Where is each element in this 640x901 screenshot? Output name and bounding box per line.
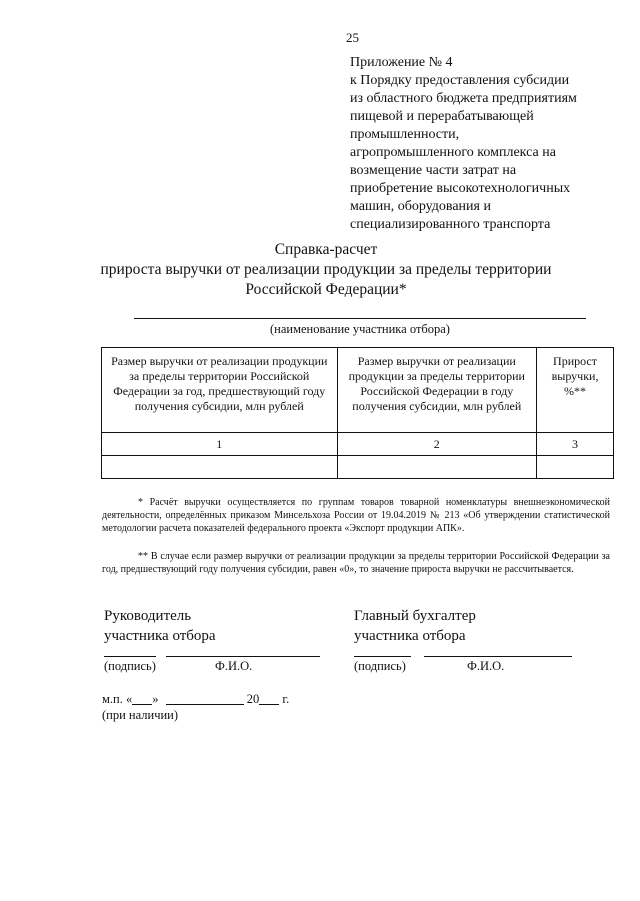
head-name-line: [166, 656, 320, 657]
participant-name-line: [134, 318, 586, 319]
head-title-line-1: Руководитель: [104, 608, 192, 624]
title-line-3: Российской Федерации*: [245, 281, 407, 298]
table-header-cell: Размер выручки от реализации продукции за пределы территории Российской Федерации в году получения субсидии, млн рублей: [337, 348, 537, 433]
head-signature-line: [104, 656, 156, 657]
stamp-date-line: [102, 692, 289, 707]
appendix-header: [350, 54, 620, 234]
accountant-title-line-1: Главный бухгалтер: [354, 608, 476, 624]
appendix-line: машин, оборудования и: [350, 199, 491, 214]
title-line-2: прироста выручки от реализации продукции за пределы территории: [100, 261, 552, 278]
appendix-line: промышленности,: [350, 127, 460, 142]
head-signature-title: [104, 606, 216, 646]
accountant-title-line-2: участника отбора: [354, 628, 466, 644]
appendix-line: к Порядку предоставления субсидии: [350, 73, 570, 88]
table-number-row: [102, 433, 614, 456]
accountant-name-label: Ф.И.О.: [467, 659, 505, 673]
table-header-row: [102, 348, 614, 433]
page-number: 25: [346, 30, 359, 45]
calculation-table: [101, 347, 614, 479]
year-suffix: г.: [282, 692, 290, 706]
appendix-line: агропромышленного комплекса на: [350, 145, 556, 160]
head-title-line-2: участника отбора: [104, 628, 216, 644]
appendix-line: пищевой и перерабатывающей: [350, 109, 534, 124]
appendix-line: возмещение части затрат на: [350, 163, 517, 178]
footnote-1: * Расчёт выручки осуществляется по группам товаров товарной номенклатуры внешнеэкономической деятельности, определённых приказом Минсельхоза России от 19.04.2019 № 213 «Об утверждении статистической методологии расчета показателей федерального проекта «Экспорт продукции АПК».: [102, 497, 610, 534]
year-prefix: 20: [246, 692, 260, 706]
appendix-line: Приложение № 4: [350, 55, 453, 70]
table-data-row: [102, 456, 614, 479]
column-number: 3: [537, 433, 614, 456]
document-title: [100, 240, 552, 300]
head-name-label: Ф.И.О.: [215, 659, 253, 673]
appendix-line: специализированного транспорта: [350, 217, 551, 232]
stamp-prefix: м.п. «: [102, 692, 133, 706]
accountant-signature-line: [354, 656, 411, 657]
appendix-line: из областного бюджета предприятиям: [350, 91, 577, 106]
accountant-name-line: [424, 656, 572, 657]
table-cell[interactable]: [537, 456, 614, 479]
month-blank: [166, 704, 244, 705]
table-header-cell: Прирост выручки, %**: [537, 348, 614, 433]
day-blank: [132, 704, 152, 705]
appendix-line: приобретение высокотехнологичных: [350, 181, 571, 196]
participant-name-caption: (наименование участника отбора): [270, 322, 450, 336]
accountant-sign-label: (подпись): [354, 659, 406, 673]
year-blank: [259, 704, 279, 705]
column-number: 2: [337, 433, 537, 456]
table-cell[interactable]: [102, 456, 338, 479]
accountant-signature-title: [354, 606, 476, 646]
stamp-quote-close: »: [152, 692, 159, 706]
footnote-2: ** В случае если размер выручки от реализации продукции за пределы территории Российской Федерации за год, предшествующий году получения субсидии, равен «0», то значение прироста выручки не рассчитывается.: [102, 551, 610, 575]
table-cell[interactable]: [337, 456, 537, 479]
table-header-cell: Размер выручки от реализации продукции за пределы территории Российской Федерации за год, предшествующий году получения субсидии, млн рублей: [102, 348, 338, 433]
stamp-caption: (при наличии): [102, 708, 179, 722]
column-number: 1: [102, 433, 338, 456]
head-sign-label: (подпись): [104, 659, 156, 673]
title-line-1: Справка-расчет: [274, 241, 378, 258]
